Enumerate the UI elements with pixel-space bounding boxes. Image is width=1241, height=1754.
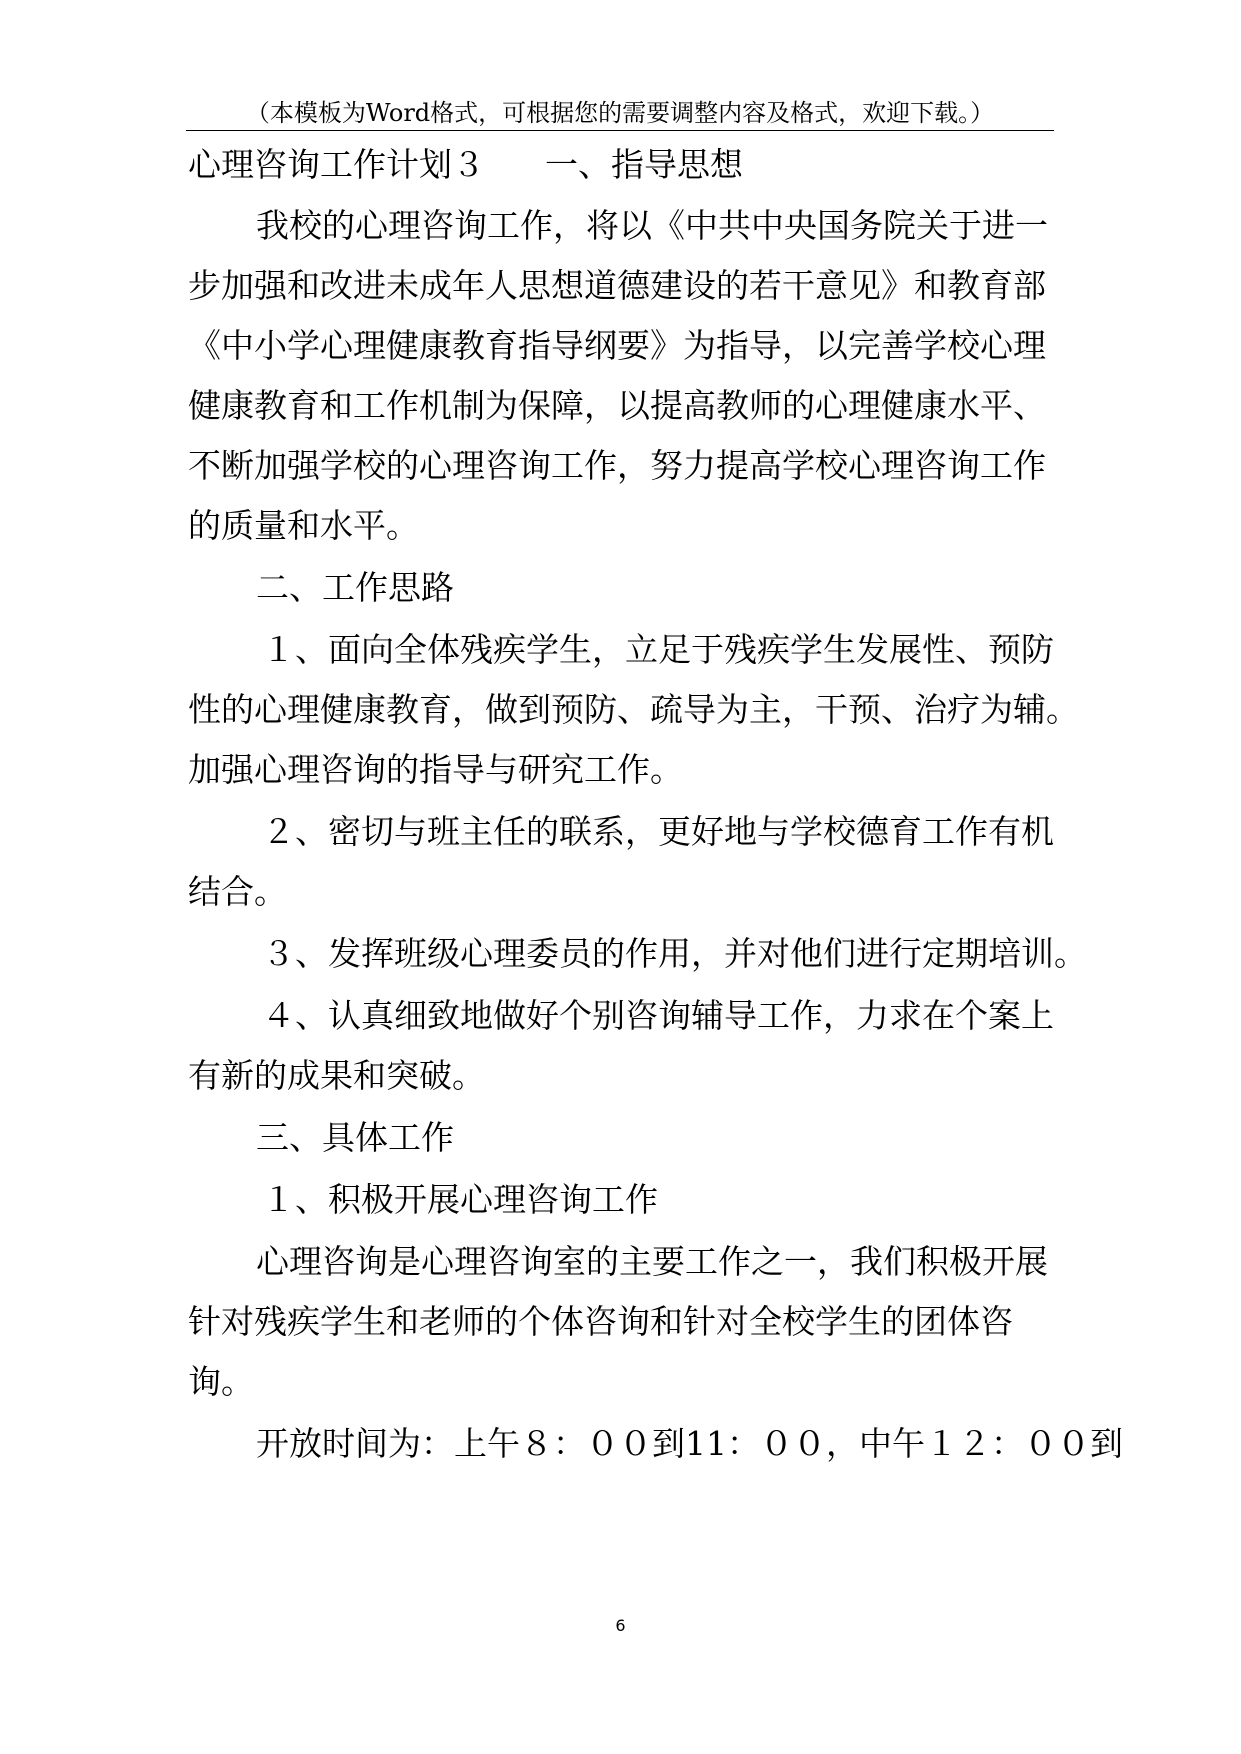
document-title: 心理咨询工作计划３ [188,145,485,184]
list-item-line: １、面向全体残疾学生，立足于残疾学生发展性、预防 [262,630,1054,669]
paragraph-line: 询。 [188,1362,254,1401]
section-heading-2: 二、工作思路 [256,568,454,607]
paragraph-line: 《中小学心理健康教育指导纲要》为指导，以完善学校心理 [188,326,1046,365]
list-item-line: ２、密切与班主任的联系，更好地与学校德育工作有机 [262,812,1054,851]
list-item-line: ４、认真细致地做好个别咨询辅导工作，力求在个案上 [262,996,1054,1035]
section-heading-3: 三、具体工作 [256,1118,454,1157]
subsection-heading: １、积极开展心理咨询工作 [262,1180,658,1219]
paragraph-line: 步加强和改进未成年人思想道德建设的若干意见》和教育部 [188,266,1046,305]
section-heading-1: 一、指导思想 [545,145,743,184]
list-item-line: 性的心理健康教育，做到预防、疏导为主，干预、治疗为辅。 [188,690,1079,729]
page-number: 6 [615,1616,626,1635]
title-row [188,145,743,185]
paragraph-line: 心理咨询是心理咨询室的主要工作之一，我们积极开展 [256,1242,1048,1281]
list-item-line: 加强心理咨询的指导与研究工作。 [188,750,683,789]
paragraph-line: 我校的心理咨询工作，将以《中共中央国务院关于进一 [256,206,1048,245]
opening-hours-line: 开放时间为：上午８：００到11：００，中午１２：００到 [256,1424,1123,1463]
list-item-line: 结合。 [188,872,287,911]
paragraph-line: 针对残疾学生和老师的个体咨询和针对全校学生的团体咨 [188,1302,1013,1341]
list-item-line: 有新的成果和突破。 [188,1056,485,1095]
paragraph-line: 健康教育和工作机制为保障，以提高教师的心理健康水平、 [188,386,1046,425]
paragraph-line: 不断加强学校的心理咨询工作，努力提高学校心理咨询工作 [188,446,1046,485]
paragraph-line: 的质量和水平。 [188,506,419,545]
header-divider [186,130,1054,131]
list-item-line: ３、发挥班级心理委员的作用，并对他们进行定期培训。 [262,934,1087,973]
template-notice: （本模板为Word格式，可根据您的需要调整内容及格式，欢迎下载。） [245,99,995,127]
